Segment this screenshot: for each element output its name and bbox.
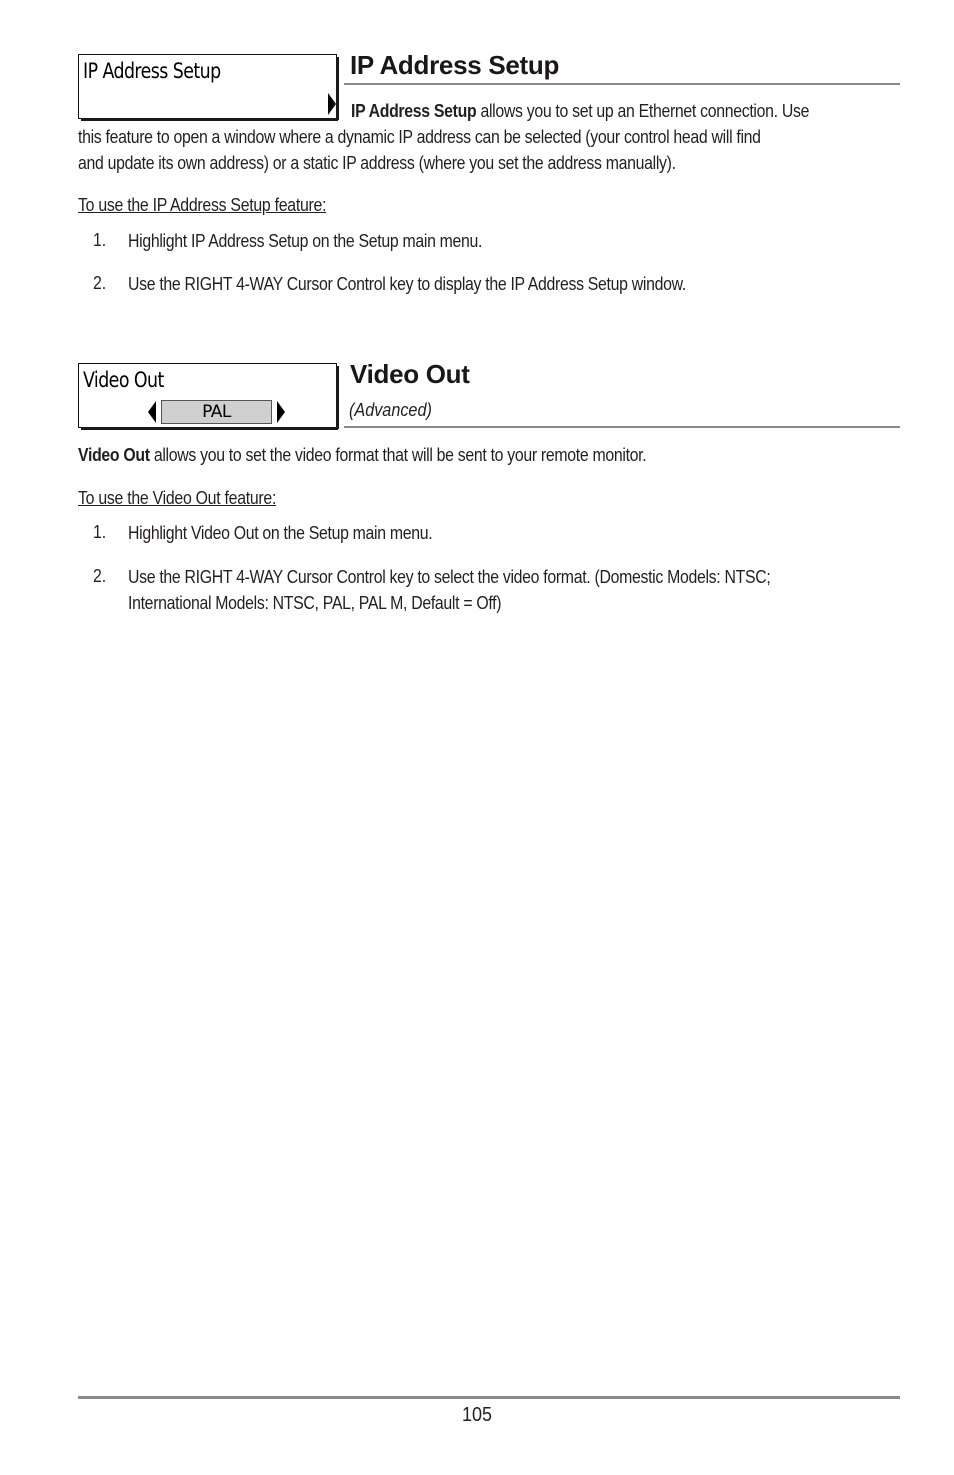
menu-shadow	[81, 427, 338, 430]
page-number: 105	[461, 1404, 493, 1426]
video-out-subheading: (Advanced)	[349, 400, 432, 420]
ip-intro-bold: IP Address Setup	[351, 101, 477, 121]
video-step-number: 1.	[93, 522, 107, 542]
ip-intro-line1	[351, 98, 898, 124]
arrow-right-icon	[328, 93, 336, 115]
ip-step-text: Highlight IP Address Setup on the Setup main menu.	[128, 231, 483, 251]
ip-howto-heading: To use the IP Address Setup feature:	[78, 195, 327, 215]
menu-label: Video Out	[83, 368, 164, 392]
menu-shadow	[81, 118, 338, 121]
video-howto-heading: To use the Video Out feature:	[78, 488, 277, 508]
video-step-text: Highlight Video Out on the Setup main menu.	[128, 523, 433, 543]
ip-step-number: 1.	[93, 230, 107, 250]
video-step-text-cont: International Models: NTSC, PAL, PAL M, Default = Off)	[128, 593, 502, 613]
heading-rule	[344, 83, 900, 85]
video-intro	[78, 442, 900, 468]
heading-rule	[344, 426, 900, 428]
arrow-right-icon	[277, 401, 285, 423]
arrow-left-icon	[148, 401, 156, 423]
section-heading-video-out: Video Out	[350, 359, 470, 389]
video-step-number: 2.	[93, 566, 107, 586]
video-out-menu-capture	[78, 363, 337, 428]
video-step-text: Use the RIGHT 4-WAY Cursor Control key to select the video format. (Domestic Models: NTSC;	[128, 567, 771, 587]
menu-label: IP Address Setup	[83, 59, 221, 83]
footer-rule	[78, 1396, 900, 1399]
ip-intro-text: allows you to set up an Ethernet connection. Use	[476, 101, 810, 121]
menu-shadow	[336, 366, 339, 429]
ip-step-text: Use the RIGHT 4-WAY Cursor Control key to display the IP Address Setup window.	[128, 274, 686, 294]
menu-shadow	[336, 57, 339, 120]
ip-intro-line2: this feature to open a window where a dynamic IP address can be selected (your control head will find	[78, 127, 761, 147]
ip-intro-line3: and update its own address) or a static IP address (where you set the address manually).	[78, 153, 676, 173]
ip-step-number: 2.	[93, 273, 107, 293]
video-intro-bold: Video Out	[78, 445, 150, 465]
video-intro-text: allows you to set the video format that will be sent to your remote monitor.	[149, 445, 647, 465]
section-heading-ip-address-setup: IP Address Setup	[350, 50, 560, 80]
ip-address-setup-menu-capture	[78, 54, 337, 119]
menu-value-field: PAL	[161, 400, 272, 424]
